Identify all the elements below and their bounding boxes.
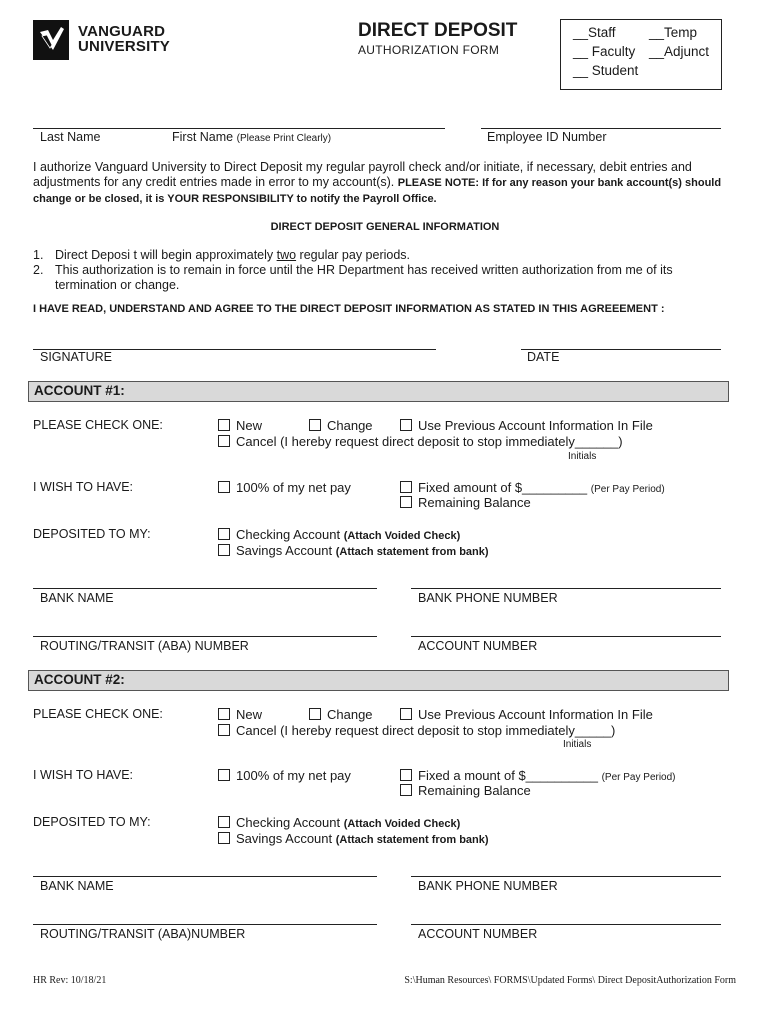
form-revision: HR Rev: 10/18/21 xyxy=(33,975,107,986)
agreement-statement: I HAVE READ, UNDERSTAND AND AGREE TO THE DIRECT DEPOSIT INFORMATION AS STATED IN THIS AGREEEMENT : xyxy=(33,303,665,315)
account-2-account-number-label: ACCOUNT NUMBER xyxy=(418,927,538,941)
savings-note: (Attach statement from bank) xyxy=(335,546,489,558)
employee-id-label: Employee ID Number xyxy=(487,130,607,144)
category-temp[interactable]: __Temp xyxy=(649,25,698,40)
account-2-header xyxy=(28,670,729,691)
account-2-use-previous-option[interactable] xyxy=(400,707,653,722)
account-1-bank-phone-line[interactable] xyxy=(411,588,721,589)
account-2-bank-phone-line[interactable] xyxy=(411,876,721,877)
checkbox-icon[interactable] xyxy=(218,724,230,736)
general-info-heading: DIRECT DEPOSIT GENERAL INFORMATION xyxy=(270,221,500,233)
info-item-1-b: regular pay periods. xyxy=(296,248,411,262)
info-item-1-underline: two xyxy=(276,248,297,262)
cancel-label: Cancel (I hereby request direct deposit to stop immediately_____) xyxy=(236,723,616,738)
checkbox-icon[interactable] xyxy=(218,544,230,556)
info-item-1-number: 1. xyxy=(33,248,44,262)
account-1-checking-option[interactable] xyxy=(218,527,460,542)
last-name-label: Last Name xyxy=(40,130,101,144)
account-1-bank-name-line[interactable] xyxy=(33,588,377,589)
file-path: S:\Human Resources\ FORMS\Updated Forms\ Direct DepositAuthorization Form xyxy=(404,975,736,986)
checkbox-icon[interactable] xyxy=(400,784,412,796)
first-name-text: First Name xyxy=(172,130,234,144)
authorization-paragraph xyxy=(33,160,723,207)
university-logo-icon xyxy=(33,20,69,60)
full-pay-label: 100% of my net pay xyxy=(236,768,351,783)
new-label: New xyxy=(236,418,263,433)
checkbox-icon[interactable] xyxy=(400,769,412,781)
signature-label: SIGNATURE xyxy=(40,350,112,364)
account-1-account-number-label: ACCOUNT NUMBER xyxy=(418,639,538,653)
account-2-checking-option[interactable] xyxy=(218,815,460,830)
per-pay-period-note: (Per Pay Period) xyxy=(601,772,676,783)
info-item-2: This authorization is to remain in force until the HR Department has received written authorization from me of its termination or change. xyxy=(55,263,673,292)
checkbox-icon[interactable] xyxy=(400,481,412,493)
fixed-amount-label: Fixed a mount of $__________ xyxy=(418,768,598,783)
employee-id-field-line[interactable] xyxy=(481,128,721,129)
account-1-savings-option[interactable] xyxy=(218,543,489,558)
date-label: DATE xyxy=(527,350,560,364)
account-2-new-option[interactable] xyxy=(218,707,262,722)
checkbox-icon[interactable] xyxy=(218,481,230,493)
account-2-title: ACCOUNT #2: xyxy=(34,672,125,687)
checkbox-icon[interactable] xyxy=(400,496,412,508)
account-1-title: ACCOUNT #1: xyxy=(34,383,125,398)
account-1-bank-phone-label: BANK PHONE NUMBER xyxy=(418,591,558,605)
account-2-savings-option[interactable] xyxy=(218,831,489,846)
account-2-cancel-option[interactable] xyxy=(218,723,615,738)
checkbox-icon[interactable] xyxy=(218,769,230,781)
checkbox-icon[interactable] xyxy=(309,419,321,431)
account-2-bank-name-line[interactable] xyxy=(33,876,377,877)
account-2-account-number-line[interactable] xyxy=(411,924,721,925)
change-label: Change xyxy=(327,707,373,722)
account-1-wish-label: I WISH TO HAVE: xyxy=(33,480,134,494)
form-title: DIRECT DEPOSIT xyxy=(358,20,518,41)
employee-category-box xyxy=(560,19,722,90)
checkbox-icon[interactable] xyxy=(218,708,230,720)
remaining-label: Remaining Balance xyxy=(418,783,531,798)
new-label: New xyxy=(236,707,263,722)
account-1-check-one-label: PLEASE CHECK ONE: xyxy=(33,418,163,432)
account-1-routing-label: ROUTING/TRANSIT (ABA) NUMBER xyxy=(40,639,249,653)
first-name-label xyxy=(172,130,331,144)
checkbox-icon[interactable] xyxy=(400,708,412,720)
account-1-header xyxy=(28,381,729,402)
account-1-routing-line[interactable] xyxy=(33,636,377,637)
savings-label: Savings Account xyxy=(236,543,333,558)
checkbox-icon[interactable] xyxy=(400,419,412,431)
account-2-bank-phone-label: BANK PHONE NUMBER xyxy=(418,879,558,893)
account-1-initials-label: Initials xyxy=(568,451,597,462)
account-1-remaining-option[interactable] xyxy=(400,495,531,510)
checkbox-icon[interactable] xyxy=(218,435,230,447)
checking-note: (Attach Voided Check) xyxy=(343,818,461,830)
university-name xyxy=(78,24,170,54)
cancel-label: Cancel (I hereby request direct deposit to stop immediately______) xyxy=(236,434,623,449)
checking-note: (Attach Voided Check) xyxy=(343,530,461,542)
savings-note: (Attach statement from bank) xyxy=(335,834,489,846)
info-item-1 xyxy=(55,248,410,263)
info-item-1-a: Direct Deposi t will begin approximately xyxy=(55,248,277,262)
account-1-deposited-label: DEPOSITED TO MY: xyxy=(33,527,151,541)
account-2-wish-label: I WISH TO HAVE: xyxy=(33,768,134,782)
checkbox-icon[interactable] xyxy=(218,816,230,828)
form-subtitle: AUTHORIZATION FORM xyxy=(358,43,500,57)
category-staff[interactable]: __Staff xyxy=(573,25,616,40)
category-student[interactable]: __ Student xyxy=(573,63,639,78)
checkbox-icon[interactable] xyxy=(218,832,230,844)
name-field-line[interactable] xyxy=(33,128,445,129)
account-2-check-one-label: PLEASE CHECK ONE: xyxy=(33,707,163,721)
change-label: Change xyxy=(327,418,373,433)
account-1-full-pay-option[interactable] xyxy=(218,480,351,495)
per-pay-period-note: (Per Pay Period) xyxy=(590,484,665,495)
account-2-fixed-amount-option[interactable] xyxy=(400,768,676,783)
info-item-2-number: 2. xyxy=(33,263,44,277)
checkbox-icon[interactable] xyxy=(218,419,230,431)
account-1-fixed-amount-option[interactable] xyxy=(400,480,665,495)
account-2-deposited-label: DEPOSITED TO MY: xyxy=(33,815,151,829)
checking-label: Checking Account xyxy=(236,527,341,542)
checkbox-icon[interactable] xyxy=(218,528,230,540)
fixed-amount-label: Fixed amount of $_________ xyxy=(418,480,588,495)
category-adjunct[interactable]: __Adjunct xyxy=(649,44,710,59)
remaining-label: Remaining Balance xyxy=(418,495,531,510)
account-2-change-option[interactable] xyxy=(309,707,373,722)
authorization-text: I authorize Vanguard University to Direct Deposit my regular payroll check and/or initiate, if necessary, debit entries and adjustments for any credit entries made in error to my account(s). xyxy=(33,160,692,189)
full-pay-label: 100% of my net pay xyxy=(236,480,351,495)
account-1-use-previous-option[interactable] xyxy=(400,418,653,433)
account-1-new-option[interactable] xyxy=(218,418,262,433)
checking-label: Checking Account xyxy=(236,815,341,830)
account-2-bank-name-label: BANK NAME xyxy=(40,879,114,893)
logo-line-2: UNIVERSITY xyxy=(78,38,171,55)
print-clearly-note: (Please Print Clearly) xyxy=(236,133,332,144)
savings-label: Savings Account xyxy=(236,831,333,846)
account-1-bank-name-label: BANK NAME xyxy=(40,591,114,605)
account-1-account-number-line[interactable] xyxy=(411,636,721,637)
account-2-remaining-option[interactable] xyxy=(400,783,531,798)
logo-line-1: VANGUARD xyxy=(78,23,166,40)
authorization-note: PLEASE NOTE: If for any reason your bank account(s) should change or be closed, it is YOUR RESPONSIBILITY to notify the Payroll Office. xyxy=(33,177,722,205)
checkbox-icon[interactable] xyxy=(309,708,321,720)
account-2-initials-label: Initials xyxy=(563,739,592,750)
account-1-cancel-option[interactable] xyxy=(218,434,623,449)
category-faculty[interactable]: __ Faculty xyxy=(573,44,636,59)
account-1-change-option[interactable] xyxy=(309,418,373,433)
account-2-routing-label: ROUTING/TRANSIT (ABA)NUMBER xyxy=(40,927,246,941)
use-previous-label: Use Previous Account Information In File xyxy=(418,707,653,722)
use-previous-label: Use Previous Account Information In File xyxy=(418,418,653,433)
account-2-full-pay-option[interactable] xyxy=(218,768,351,783)
account-2-routing-line[interactable] xyxy=(33,924,377,925)
